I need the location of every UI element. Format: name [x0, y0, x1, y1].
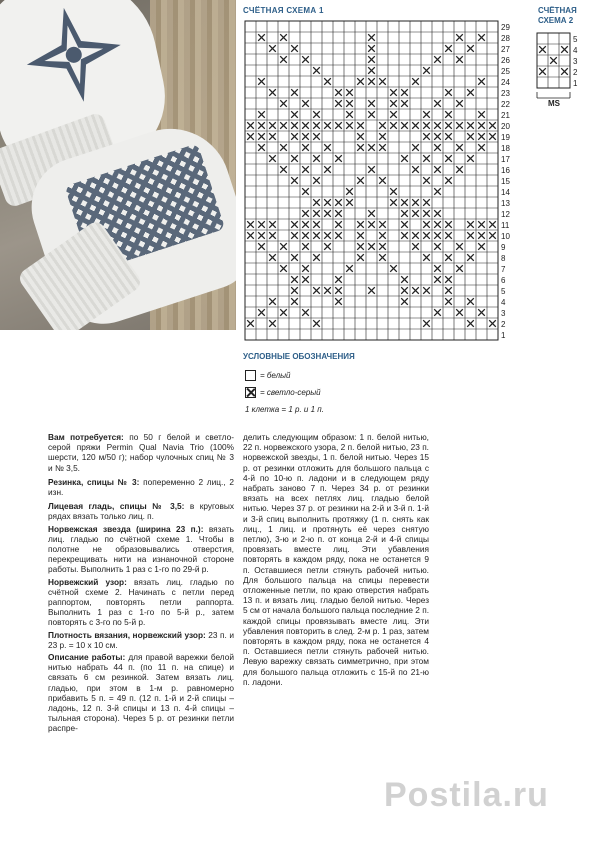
chart1-row-label: 26 — [501, 55, 510, 65]
chart1-row-label: 4 — [501, 297, 506, 307]
watermark-logo: Postila.ru — [384, 776, 549, 814]
chart1-row-label: 12 — [501, 209, 510, 219]
rib-text: попеременно 2 лиц., 2 изн. — [48, 476, 234, 498]
chart1-frame — [245, 21, 498, 340]
chart1-row-label: 5 — [501, 286, 506, 296]
chart1-row-label: 24 — [501, 77, 510, 87]
rib-heading: Резинка, спицы № 3: — [48, 476, 140, 487]
chart1-row-label: 9 — [501, 242, 506, 252]
chart1-row-label: 14 — [501, 187, 510, 197]
star-heading: Норвежская звезда (ширина 23 п.): — [48, 523, 204, 534]
chart2-title-line2: СХЕМА 2 — [538, 16, 574, 25]
chart2-title-line1: СЧЁТНАЯ — [538, 6, 577, 15]
instructions-column-1 — [48, 432, 234, 734]
stockinette-heading: Лицевая гладь, спицы № 3,5: — [48, 501, 185, 512]
star-text: вязать лиц. гладью по счётной схеме 1. Чтобы в полотне не образовывались отверстия, перекрещивать нити на изнаночной стороне работы. Выполнить 1 раз с 1-го по 29-й р. — [48, 523, 234, 575]
chart1-row-label: 2 — [501, 319, 506, 329]
pattern-text: вязать лиц. гладью по счётной схеме 2. Начинать с петли перед раппортом, повторять петли раппорта. Выполнить 1 раз с 1-го по 5-й р., затем повторять с 3-го по 5-й р. — [48, 576, 234, 628]
chart2-row-label: 5 — [573, 34, 578, 44]
chart1-row-label: 7 — [501, 264, 506, 274]
legend-white-label: = белый — [260, 371, 291, 380]
chart1-row-label: 8 — [501, 253, 506, 263]
chart1-row-label: 16 — [501, 165, 510, 175]
chart1-row-label: 29 — [501, 22, 510, 32]
description-heading: Описание работы: — [48, 652, 126, 663]
chart1-row-label: 25 — [501, 66, 510, 76]
legend-title: УСЛОВНЫЕ ОБОЗНАЧЕНИЯ — [243, 352, 355, 361]
gauge-text: 23 п. и 23 р. = 10 х 10 см. — [48, 629, 234, 650]
chart1-row-label: 6 — [501, 275, 506, 285]
white-square-icon — [245, 370, 256, 381]
chart1-grid — [244, 20, 524, 346]
chart1-row-label: 3 — [501, 308, 506, 318]
description-paragraph — [48, 652, 234, 734]
chart1-row-label: 10 — [501, 231, 510, 241]
ms-label: MS — [548, 99, 560, 108]
instructions-column-2 — [243, 432, 429, 687]
chart1-title: СЧЁТНАЯ СХЕМА 1 — [243, 6, 324, 15]
materials-text: по 50 г белой и светло-серой пряжи Permin Qual Navia Trio (100% шерсти, 120 м/50 г); набор чулочных спиц № 3 и № 3,5. — [48, 432, 234, 473]
materials-paragraph — [48, 432, 234, 473]
chart2-row-label: 4 — [573, 45, 578, 55]
chart1-row-label: 15 — [501, 176, 510, 186]
legend-gray-label: = светло-серый — [260, 388, 321, 397]
mittens-photo — [0, 0, 236, 330]
chart1-row-label: 27 — [501, 44, 510, 54]
description-text: для правой варежки белой нитью набрать 44 п. (по 11 п. на спице) и связать 6 см резинкой. Затем вязать лиц. гладью, при этом в 1-м р. равномерно прибавить 5 п. = 49 п. (12 п. 1-й и 2-й спицы – ладонь, 12 п. 3-й спицы и 13 п. 4-й спицы – тыльная сторона). Через 5 р. от резинки петли распре- — [48, 652, 234, 734]
stockinette-text: в круговых рядах вязать только лиц. п. — [48, 501, 234, 522]
pattern-heading: Норвежский узор: — [48, 576, 127, 587]
pattern-paragraph — [48, 577, 234, 628]
chart2-row-label: 1 — [573, 78, 578, 88]
chart1-row-label: 23 — [501, 88, 510, 98]
star-paragraph — [48, 524, 234, 575]
gauge-paragraph — [48, 630, 234, 650]
chart1-row-label: 18 — [501, 143, 510, 153]
chart1-row-label: 28 — [501, 33, 510, 43]
chart2-row-label: 3 — [573, 56, 578, 66]
norwegian-star-icon — [14, 0, 133, 114]
chart1-row-label: 11 — [501, 220, 510, 230]
chart1-row-label: 17 — [501, 154, 510, 164]
chart1-row-label: 1 — [501, 330, 506, 340]
chart2-grid — [536, 32, 600, 112]
legend-cell-note: 1 клетка = 1 р. и 1 п. — [245, 405, 324, 414]
rib-paragraph — [48, 477, 234, 497]
materials-heading: Вам потребуется: — [48, 432, 124, 442]
gauge-heading: Плотность вязания, норвежский узор: — [48, 629, 206, 640]
chart1-row-label: 20 — [501, 121, 510, 131]
description-continued: делить следующим образом: 1 п. белой нитью, 22 п. норвежского узора, 2 п. белой нитью, 23 п. норвежской звезды, 1 п. белой нитью. Через 15 р. от резинки отложить для большого пальца с 4-й по 10-ю п. ладони и в следующем ряду набрать заново 7 п. Через 34 р. от резинки вязать на всех петлях лиц. гладью белой нитью. Через 37 р. от резинки на 2-й и 3-й п. 1-й и 3-й спиц выполнить протяжку (1 п. снять как лиц., 1 лиц. и протянуть её через снятую петлю), 3-ю и 2-ю п. от конца 2-й и 4-й спицы провязать вместе лиц. Эти убавления повторять в каждом ряду, пока не останется 9 п. Оставшиеся петли стянуть рабочей нитью. Для большого пальца на спицы перевести отложенные петли, по краю отверстия набрать 13 п. и вязать лиц. гладью белой нитью. Через 5 см от начала большого пальца последние 2 п. каждой спицы провязывать вместе лиц. Эти убавления повторить в след. 2-м р. 1 раз, затем повторять в каждом ряду, пока не останется 4 п. Оставшиеся петли стянуть рабочей нитью. Левую варежку связать симметрично, при этом для большого пальца отложить с 15-й по 21-ю п. ладони. — [243, 432, 429, 687]
chart1-row-label: 19 — [501, 132, 510, 142]
chart2-title — [538, 6, 577, 26]
chart1-row-label: 13 — [501, 198, 510, 208]
stockinette-paragraph — [48, 501, 234, 521]
legend-gray — [245, 387, 321, 398]
chart1-row-label: 22 — [501, 99, 510, 109]
legend-white — [245, 370, 290, 381]
chart1-row-label: 21 — [501, 110, 510, 120]
cross-square-icon — [245, 387, 256, 398]
chart2-row-label: 2 — [573, 67, 578, 77]
